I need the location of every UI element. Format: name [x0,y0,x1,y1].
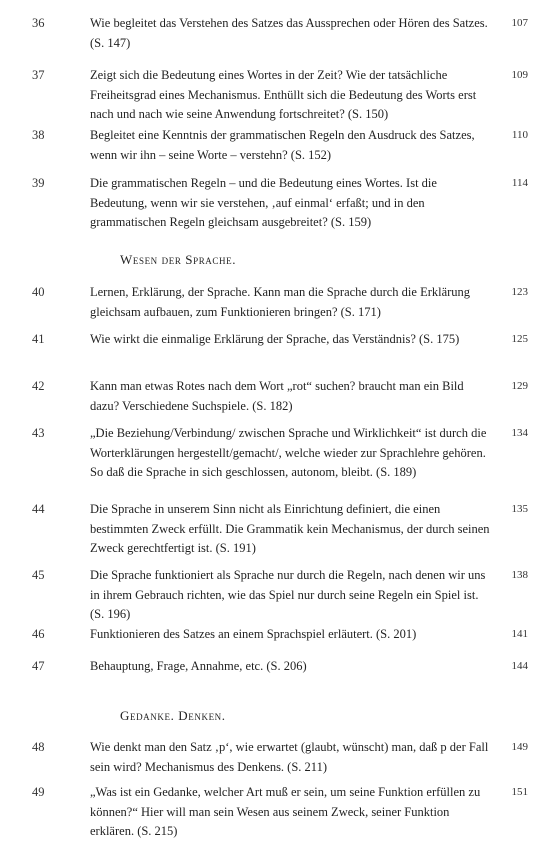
entry-text: Die Sprache in unserem Sinn nicht als Einrichtung definiert, die einen bestimmten Zweck erfüllt. Die Grammatik kein Mechanismus, der durch seinen Zweck gerechtfertigt ist. (S. 191) [90,502,490,555]
entry-number: 49 [32,785,45,799]
section-heading: Wesen der Sprache. [120,252,237,267]
section-heading: Gedanke. Denken. [120,708,226,723]
entry-number: 46 [32,627,45,641]
entry-text: Wie begleitet das Verstehen des Satzes das Aussprechen oder Hören des Satzes. (S. 147) [90,16,488,50]
entry-text: Kann man etwas Rotes nach dem Wort „rot“ suchen? braucht man ein Bild dazu? Verschiedene Suchspiele. (S. 182) [90,379,464,413]
entry-page-number: 134 [511,427,528,439]
entry-page-number: 114 [511,177,528,189]
entry-page-number: 141 [511,628,528,640]
entry-text: „Was ist ein Gedanke, welcher Art muß er sein, um seine Funktion erfüllen zu können?“ Hier will man sein Wesen aus seinem Zweck, seiner Funktion erklären. (S. 215) [90,785,481,838]
entry-page-number: 129 [511,380,528,392]
entry-page-number: 125 [511,333,528,345]
entry-number: 40 [32,285,45,299]
entry-page-number: 123 [511,286,528,298]
entry-page-number: 151 [511,786,528,798]
entry-page-number: 149 [511,741,528,753]
entry-text: Zeigt sich die Bedeutung eines Wortes in der Zeit? Wie der tatsächliche Freiheitsgrad eines Mechanismus. Enthüllt sich die Bedeutung des Worts erst nach und nach wie seine Anwendung fortschreitet? (S. 150) [90,68,477,121]
entry-text: Wie denkt man den Satz ‚p‘, wie erwartet (glaubt, wünscht) man, daß p der Fall sein wird? Mechanismus des Denkens. (S. 211) [90,740,489,774]
entry-number: 44 [32,502,45,516]
entry-number: 47 [32,659,45,673]
entry-page-number: 110 [511,129,528,141]
entry-text: Behauptung, Frage, Annahme, etc. (S. 206) [90,659,307,673]
entry-number: 38 [32,128,45,142]
entry-number: 41 [32,332,45,346]
entry-text: „Die Beziehung/Verbindung/ zwischen Sprache und Wirklichkeit“ ist durch die Worterklärungen hergestellt/gemacht/, welche wieder zur Sprachlehre gehören. So daß die Sprache in sich geschlossen, autonom, bleibt. (S. 189) [90,426,487,479]
entry-number: 42 [32,379,45,393]
entry-page-number: 109 [511,69,528,81]
entry-text: Funktionieren des Satzes an einem Sprachspiel erläutert. (S. 201) [90,627,417,641]
entry-number: 48 [32,740,45,754]
entry-page-number: 138 [511,569,528,581]
entry-number: 43 [32,426,45,440]
entry-number: 45 [32,568,45,582]
entry-text: Die grammatischen Regeln – und die Bedeutung eines Wortes. Ist die Bedeutung, wenn wir sie verstehen, ‚auf einmal‘ erfaßt; und in den grammatischen Regeln gleichsam ausgebreitet? (S. 159) [90,176,437,229]
entry-text: Wie wirkt die einmalige Erklärung der Sprache, das Verständnis? (S. 175) [90,332,460,346]
entry-text: Die Sprache funktioniert als Sprache nur durch die Regeln, nach denen wir uns in ihrem Gebrauch richten, wie das Spiel nur durch seine Regeln ein Spiel ist. (S. 196) [90,568,486,621]
entry-page-number: 107 [511,17,528,29]
entry-number: 36 [32,16,45,30]
entry-number: 39 [32,176,45,190]
entry-page-number: 144 [511,660,528,672]
entry-text: Begleitet eine Kenntnis der grammatischen Regeln den Ausdruck des Satzes, wenn wir ihn – seine Worte – verstehn? (S. 152) [90,128,475,162]
entry-text: Lernen, Erklärung, der Sprache. Kann man die Sprache durch die Erklärung gleichsam aufbauen, zum Funktionieren bringen? (S. 171) [90,285,471,319]
entry-page-number: 135 [511,503,528,515]
entry-number: 37 [32,68,45,82]
